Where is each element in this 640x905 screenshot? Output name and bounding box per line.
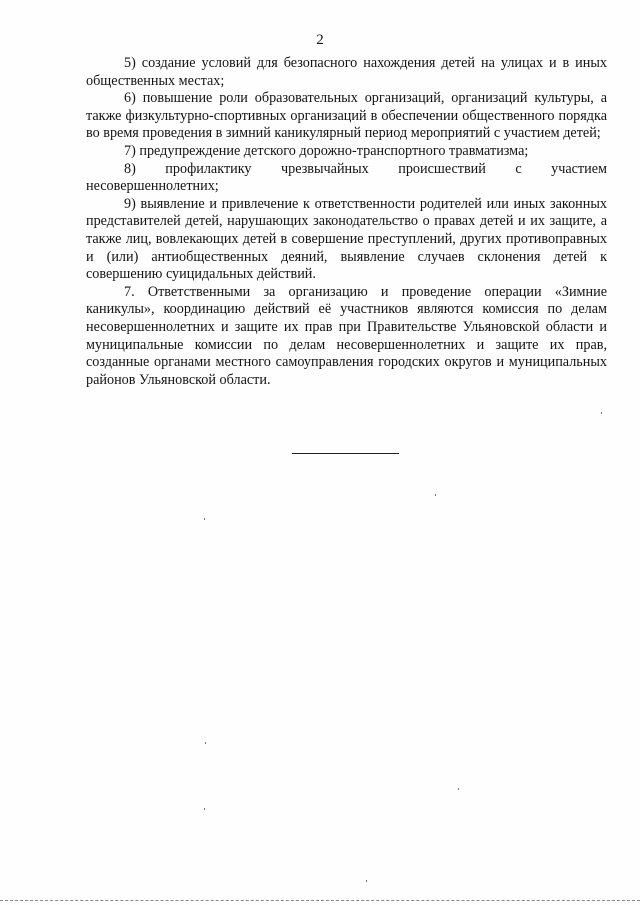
paragraph-section-7: 7. Ответственными за организацию и проведение операции «Зимние каникулы», координацию действий её участников являются комиссия по делам несовершеннолетних и защите их прав при Правительстве Ульяновской области и муниципальные комиссии по делам несовершеннолетних и защите их прав, созданные органами местного самоуправления городских округов и муниципальных районов Ульяновской области. — [86, 283, 607, 388]
closing-divider — [292, 453, 399, 454]
scan-speck — [601, 412, 602, 414]
scan-speck — [435, 494, 436, 496]
document-body — [86, 55, 607, 389]
scan-speck — [458, 788, 459, 790]
page-number: 2 — [316, 32, 324, 48]
paragraph-item-9: 9) выявление и привлечение к ответственности родителей или иных законных представителей детей, нарушающих законодательство о правах детей и их защите, а также лиц, вовлекающих детей в совершение преступлений, других противоправных и (или) антиобщественных деяний, выявление случаев склонения детей к совершению суицидальных действий. — [86, 195, 607, 283]
scan-speck — [205, 742, 206, 744]
paragraph-item-5: 5) создание условий для безопасного нахождения детей на улицах и в иных общественных местах; — [86, 55, 607, 89]
paragraph-item-6: 6) повышение роли образовательных организаций, организаций культуры, а также физкультурно-спортивных организаций в обеспечении общественного порядка во время проведения в зимний каникулярный период мероприятий с участием детей; — [86, 90, 607, 142]
paragraph-item-7: 7) предупреждение детского дорожно-транспортного травматизма; — [124, 142, 529, 159]
scan-speck — [366, 880, 367, 882]
scan-speck — [204, 518, 205, 520]
scan-speck — [204, 808, 205, 810]
paragraph-item-8: 8) профилактику чрезвычайных происшествий с участием несовершеннолетних; — [86, 160, 607, 195]
scan-edge — [0, 900, 640, 903]
